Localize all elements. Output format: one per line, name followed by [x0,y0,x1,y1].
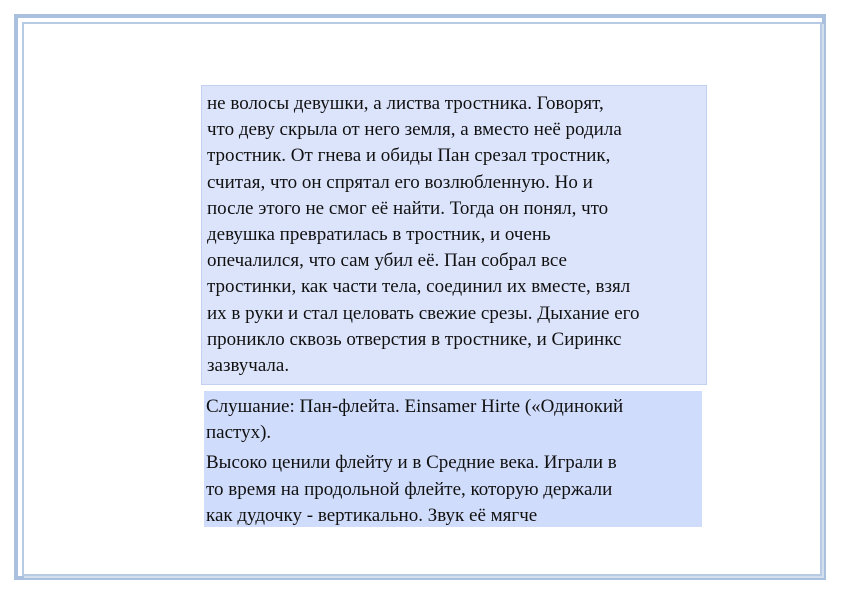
listening-paragraph: Слушание: Пан-флейта. Einsamer Hirte («Одинокий пастух). [206,396,624,444]
listening-text-box [204,391,702,527]
story-text-box [201,85,707,385]
middle-ages-paragraph: Высоко ценили флейту и в Средние века. Играли в то время на продольной флейте, которую держали как дудочку - вертикально. Звук её мягче [206,452,617,526]
story-paragraph: не волосы девушки, а листва тростника. Говорят, что деву скрыла от него земля, а вместо неё родила тростник. От гнева и обиды Пан срезал тростник, считая, что он спрятал его возлюбленную. Но и после этого не смог её найти. Тогда он понял, что девушка превратилась в тростник, и очень опечалился, что сам убил её. Пан собрал все тростинки, как части тела, соединил их вместе, взял их в руки и стал целовать свежие срезы. Дыхание его проникло сквозь отверстия в тростнике, и Сиринкс зазвучала. [207,93,640,377]
